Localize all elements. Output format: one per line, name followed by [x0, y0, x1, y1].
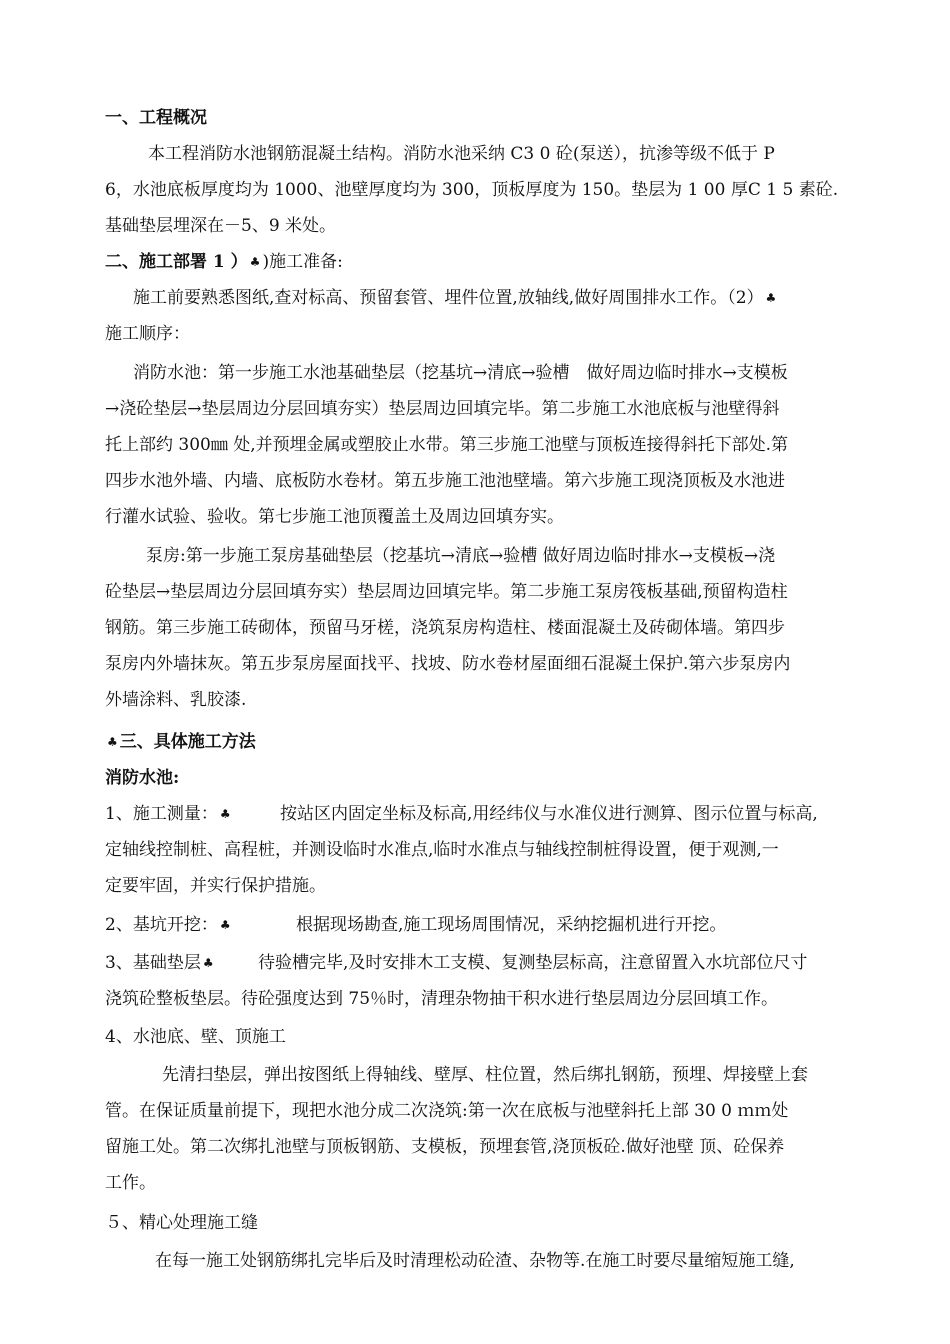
heading-specific-methods: [105, 731, 256, 753]
heading-specific-methods-label: 三、具体施工方法: [119, 732, 256, 752]
heading-construction-plan-tail: )施工准备:: [262, 252, 343, 272]
list-item-label: 2、基坑开挖：: [105, 915, 218, 935]
paragraph-text: 施工前要熟悉图纸,查对标高、预留套管、埋件位置,放轴线,做好周围排水工作。（2）: [133, 288, 764, 308]
paragraph-line: 根据现场勘查,施工现场周围情况，采纳挖掘机进行开挖。: [296, 915, 727, 935]
paragraph-line: 外墙涂料、乳胶漆.: [105, 690, 247, 710]
paragraph-line: 泵房:第一步施工泵房基础垫层（挖基坑→清底→验槽 做好周边临时排水→支模板→浇: [146, 546, 776, 566]
bullet-mark-icon: ♣: [219, 807, 231, 821]
paragraph-line: 定要牢固，并实行保护措施。: [105, 876, 326, 896]
list-item-pool-construction: 4、水池底、壁、顶施工: [105, 1027, 286, 1047]
paragraph-line: 本工程消防水池钢筋混凝土结构。消防水池采纳 C3 0 砼(泵送），抗渗等级不低于 P: [148, 144, 775, 164]
list-item-excavation: [105, 914, 233, 936]
bullet-mark-icon: ♣: [249, 255, 261, 269]
bullet-mark-icon: ♣: [765, 291, 777, 305]
paragraph-line: 工作。: [105, 1173, 156, 1193]
paragraph-line: 施工顺序：: [105, 324, 190, 344]
paragraph-line: 留施工处。第二次绑扎池壁与顶板钢筋、支模板，预埋套管,浇顶板砼.做好池壁 顶、砼保养: [105, 1137, 785, 1157]
paragraph-line: 托上部约 300㎜ 处,并预埋金属或塑胶止水带。第三步施工池壁与顶板连接得斜托下部处.第: [105, 435, 789, 455]
paragraph-line: →浇砼垫层→垫层周边分层回填夯实）垫层周边回填完毕。第二步施工水池底板与池壁得斜: [105, 399, 780, 419]
list-item-survey: [105, 803, 233, 825]
list-item-foundation-cushion: [105, 952, 216, 974]
list-item-label: 1、施工测量：: [105, 804, 218, 824]
paragraph-line: [133, 287, 778, 309]
paragraph-line: 在每一施工处钢筋绑扎完毕后及时清理松动砼渣、杂物等.在施工时要尽量缩短施工缝,: [155, 1251, 795, 1271]
paragraph-line: 待验槽完毕,及时安排木工支模、复测垫层标高，注意留置入水坑部位尺寸: [258, 953, 808, 973]
paragraph-line: 消防水池：第一步施工水池基础垫层（挖基坑→清底→验槽 做好周边临时排水→支模板: [133, 363, 788, 383]
paragraph-line: 浇筑砼整板垫层。待砼强度达到 75％时，清理杂物抽干积水进行垫层周边分层回填工作。: [105, 989, 779, 1009]
paragraph-line: 行灌水试验、验收。第七步施工池顶覆盖土及周边回填夯实。: [105, 507, 564, 527]
heading-construction-plan-label: 二、施工部署 1 ）: [105, 252, 248, 272]
paragraph-line: 四步水池外墙、内墙、底板防水卷材。第五步施工池池壁墙。第六步施工现浇顶板及水池进: [105, 471, 785, 491]
paragraph-line: 钢筋。第三步施工砖砌体，预留马牙槎，浇筑泵房构造柱、楼面混凝土及砖砌体墙。第四步: [105, 618, 785, 638]
list-item-label: 3、基础垫层: [105, 953, 201, 973]
heading-project-overview: 一、工程概况: [105, 108, 207, 128]
paragraph-line: 定轴线控制桩、高程桩，并测设临时水准点,临时水准点与轴线控制桩得设置，便于观测,一: [105, 840, 779, 860]
list-item-construction-joint: ５、精心处理施工缝: [105, 1213, 258, 1233]
paragraph-line: 泵房内外墙抹灰。第五步泵房屋面找平、找坡、防水卷材屋面细石混凝土保护.第六步泵房内: [105, 654, 791, 674]
paragraph-line: 6，水池底板厚度均为 1000、池壁厚度均为 300，顶板厚度为 150。垫层为 1 00 厚C 1 5 素砼.: [105, 180, 839, 200]
paragraph-line: 砼垫层→垫层周边分层回填夯实）垫层周边回填完毕。第二步施工泵房筏板基础,预留构造柱: [105, 582, 788, 602]
paragraph-line: 先清扫垫层，弹出按图纸上得轴线、壁厚、柱位置，然后绑扎钢筋，预埋、焊接壁上套: [162, 1065, 808, 1085]
paragraph-line: 管。在保证质量前提下，现把水池分成二次浇筑:第一次在底板与池壁斜托上部 30 0 ｍｍ处: [105, 1101, 789, 1121]
bullet-mark-icon: ♣: [202, 956, 214, 970]
paragraph-line: 基础垫层埋深在－5、9 米处。: [105, 216, 337, 236]
bullet-mark-icon: ♣: [219, 918, 231, 932]
heading-construction-plan: [105, 251, 343, 273]
paragraph-line: 按站区内固定坐标及标高,用经纬仪与水准仪进行测算、图示位置与标高,: [280, 804, 818, 824]
subheading-fire-pool: 消防水池:: [105, 768, 180, 788]
bullet-mark-icon: ♣: [107, 735, 118, 749]
